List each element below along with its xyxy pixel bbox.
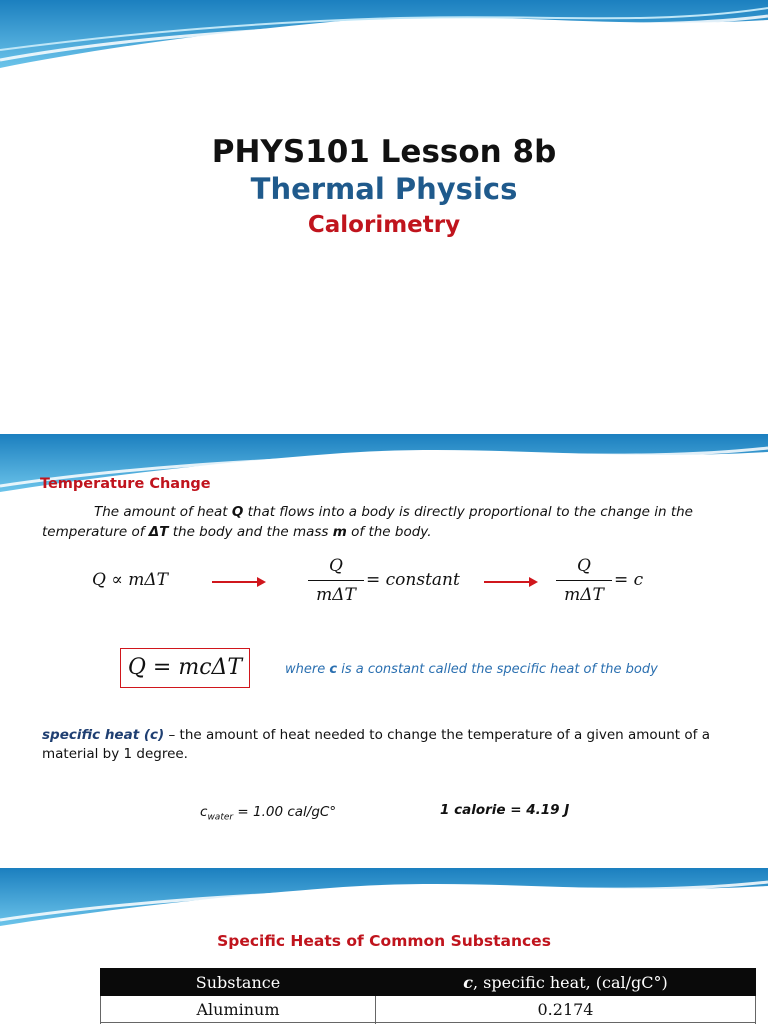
table-title: Specific Heats of Common Substances [217,932,551,950]
wave-banner [0,434,768,506]
specific-heat-table [100,968,756,1024]
lesson-title: PHYS101 Lesson 8b [211,134,557,170]
table-header-row [101,969,756,996]
c-rhs: = c [614,570,644,590]
para-text: that flows into a body is directly proportional to the change in the temperature of [42,504,693,540]
section-heading: Temperature Change [40,476,211,492]
c-symbol: c [200,804,208,820]
denominator: mΔT [564,585,604,605]
denominator: mΔT [316,585,356,605]
calorie-conversion: 1 calorie = 4.19 J [440,802,570,818]
specific-heat-cell: 0.2174 [376,996,756,1023]
delta-t-symbol: ΔT [148,524,169,540]
water-value: = 1.00 cal/gC° [233,804,337,820]
fraction-q-over-mdt [308,554,364,607]
specific-heat-note [285,662,658,677]
topic-title: Calorimetry [307,212,461,238]
numerator: Q [329,556,343,576]
intro-paragraph [42,502,732,542]
column-header-substance: Substance [101,969,376,996]
mass-symbol: m [332,524,347,540]
arrow-icon [484,581,536,583]
fraction-q-over-mdt [556,554,612,607]
wave-banner [0,0,768,72]
subject-title: Thermal Physics [250,172,518,206]
water-specific-heat [200,804,336,823]
note-text: where [285,662,330,677]
proportionality-equation: Q ∝ mΔT [92,570,168,590]
wave-banner [0,868,768,940]
heat-symbol: Q [231,504,244,520]
c-symbol: c [463,972,473,992]
specific-heat-definition [42,726,742,764]
numerator: Q [577,556,591,576]
title-slide [0,0,768,432]
definition-text: – the amount of heat needed to change the temperature of a given amount of a material by 1 degree. [42,727,710,762]
heat-equation-box: Q = mcΔT [120,648,250,688]
note-text: is a constant called the specific heat of the body [337,662,658,677]
table-row [101,996,756,1023]
column-header-specific-heat [376,969,756,996]
substance-cell: Aluminum [101,996,376,1023]
specific-heats-slide [0,868,768,1024]
temperature-change-slide [0,434,768,866]
para-text: of the body. [346,524,432,540]
definition-term: specific heat (c) [42,727,165,743]
constant-rhs: = constant [366,570,460,590]
para-text: The amount of heat [94,504,232,520]
arrow-icon [212,581,264,583]
c-symbol: c [329,662,338,677]
water-subscript: water [207,812,234,823]
header-text: , specific heat, (cal/gC°) [472,972,668,992]
para-text: the body and the mass [168,524,333,540]
